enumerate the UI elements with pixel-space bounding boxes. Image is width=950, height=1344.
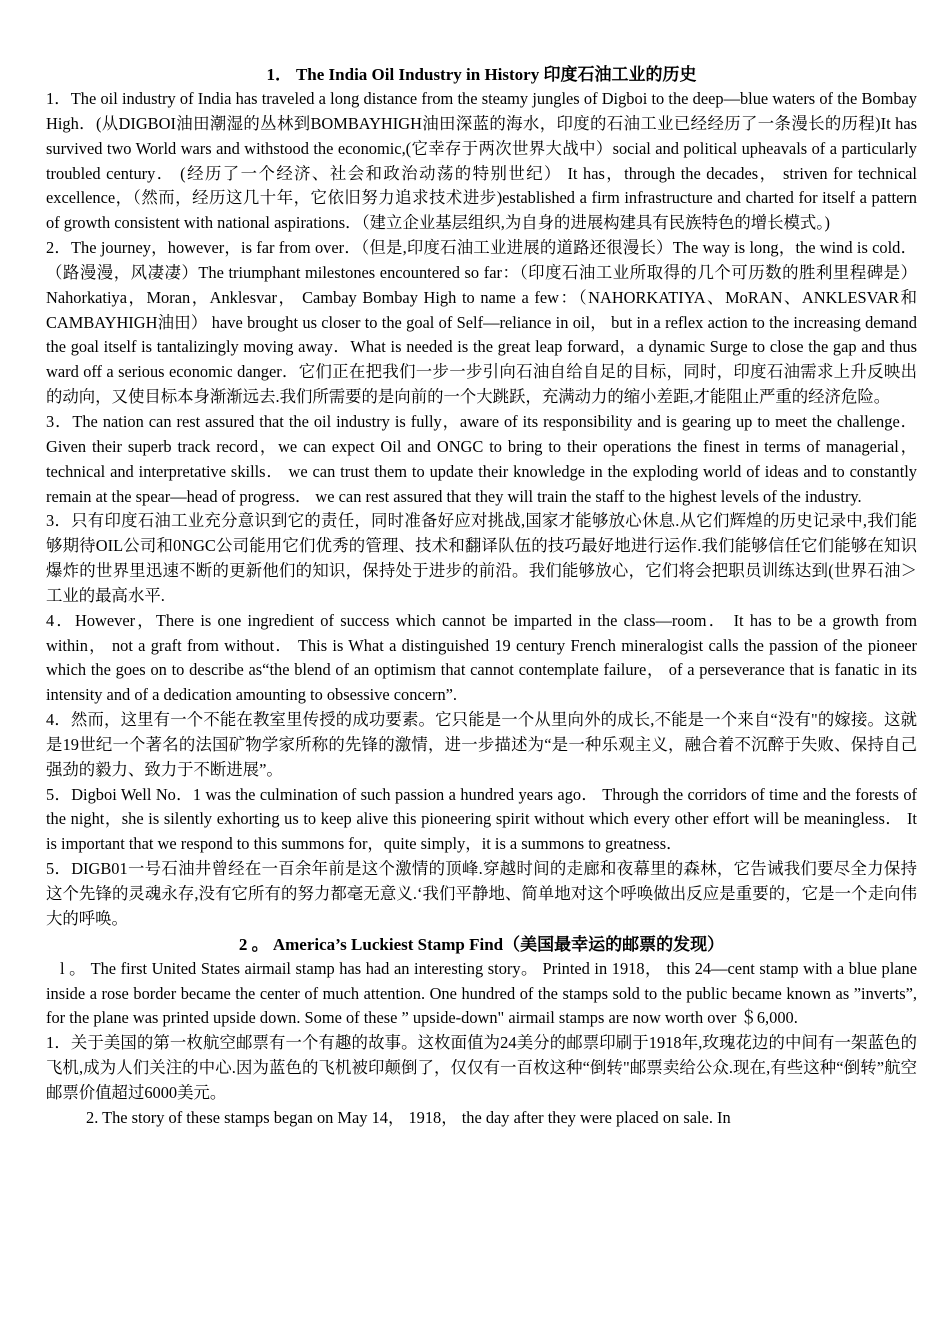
- s1-paragraph-2-en: 2．The journey，however，is far from over．（但是,印度石油工业进展的道路还很漫长）The way is long，the wind is cold．（路漫漫，风凄凄）The triumphant milestones encountered so far：（印度石油工业所取得的几个可历数的胜利里程碑是）Nahorkatiya，Moran，Anklesvar， Cambay Bombay High to name a few：（NAHORKATIYA、MoRAN、ANKLESVAR和CAMBAYHIGH油田） have brought us closer to the goal of Self—reliance in oil， but in a reflex action to the increasing demand the goal itself is tantalizingly moving away．What is needed is the great leap forward，a dynamic Surge to close the gap and thus ward off a serious economic danger．它们正在把我们一步一步引向石油自给自足的目标，同时，印度石油需求上升反映出的动向，又使目标本身渐渐远去.我们所需要的是向前的一个大跳跃，充满动力的缩小差距,才能阻止严重的经济危险。: [46, 238, 917, 407]
- s1-paragraph-4-en: 4．However，There is one ingredient of success which cannot be imparted in the class—room． It has to be a growth from within， not a graft from without． This is What a distinguished 19 century French mineralogist calls the passion of the pioneer which the goes on to describe as“the blend of an optimism that cannot contemplate failure， of a perseverance that is fanatic in its intensity and of a dedication amounting to obsessive concern”.: [46, 610, 917, 705]
- s1-paragraph-1-en: 1．The oil industry of India has traveled a long distance from the steamy jungles of Digboi to the deep—blue waters of the Bombay High．(从DIGBOI油田潮湿的丛林到BOMBAYHIGH油田深蓝的海水，印度的石油工业已经经历了一条漫长的历程)It has survived two World wars and withstood the economic,(它幸存于两次世界大战中）social and political upheavals of a particularly troubled century． (经历了一个经济、社会和政治动荡的特别世纪） It has，through the decades， striven for technical excellence，（然而，经历这几十年，它依旧努力追求技术进步)established a firm infrastructure and charted for itself a pattern of growth consistent with national aspirations．（建立企业基层组织,为自身的进展构建具有民族特色的增长模式。): [46, 89, 917, 233]
- s1-paragraph-3-zh: 3．只有印度石油工业充分意识到它的责任，同时准备好应对挑战,国家才能够放心休息.从它们辉煌的历史记录中,我们能够期待OIL公司和0NGC公司能用它们优秀的管理、技术和翻译队伍的技巧最好地进行运作.我们能够信任它们能够在知识爆炸的世界里迅速不断的更新他们的知识，保持处于进步的前沿。我们能够放心，它们将会把职员训练达到(世界石油＞工业的最高水平.: [46, 511, 917, 605]
- s2-paragraph-1-en: l 。 The first United States airmail stamp has had an interesting story。 Printed in 1918， this 24—cent stamp with a blue plane inside a rose border became the center of much attention. One hundred of the stamps sold to the public became known as ”inverts”, for the plane was printed upside down. Some of these ” upside-down" airmail stamps are now worth over ＄6,000.: [46, 958, 917, 1028]
- s1-paragraph-3-en: 3．The nation can rest assured that the oil industry is fully，aware of its responsibility and is gearing up to meet the challenge． Given their superb track record，we can expect Oil and ONGC to bring to their operations the finest in terms of managerial，technical and interpretative skills． we can trust them to update their knowledge in the exploding world of ideas and to constantly remain at the spear—head of progress． we can rest assured that they will train the staff to the highest levels of the industry.: [46, 411, 917, 506]
- s2-paragraph-1-zh: 1．关于美国的第一枚航空邮票有一个有趣的故事。这枚面值为24美分的邮票印刷于1918年,玫瑰花边的中间有一架蓝色的飞机,成为人们关注的中心.因为蓝色的飞机被印颠倒了，仅仅有一百枚这种“倒转"邮票卖给公众.现在,有些这种“倒转”航空邮票价值超过6000美元。: [46, 1033, 917, 1102]
- section-2-heading: 2 。 America’s Luckiest Stamp Find（美国最幸运的邮票的发现）: [238, 934, 725, 954]
- s2-paragraph-2-en: 2. The story of these stamps began on May 14， 1918， the day after they were placed on sale. In: [86, 1107, 731, 1127]
- s1-paragraph-4-zh: 4．然而，这里有一个不能在教室里传授的成功要素。它只能是一个从里向外的成长,不能是一个来自“没有"的嫁接。这就是19世纪一个著名的法国矿物学家所称的先锋的激情，进一步描述为“是一种乐观主义，融合着不沉醉于失败、保持自己强劲的毅力、致力于不断进展”。: [46, 710, 917, 779]
- section-1-heading: 1． The India Oil Industry in History 印度石油工业的历史: [266, 65, 697, 84]
- s1-paragraph-5-zh: 5．DIGB01一号石油井曾经在一百余年前是这个激情的顶峰.穿越时间的走廊和夜幕里的森林，它告诫我们要尽全力保持这个先锋的灵魂永存,没有它所有的努力都毫无意义.‘我们平静地、简单地对这个呼唤做出反应是重要的，它是一个走向伟大的呼唤。: [46, 859, 917, 928]
- s1-paragraph-5-en: 5．Digboi Well No．1 was the culmination of such passion a hundred years ago． Through the corridors of time and the forests of the night，she is silently exhorting us to keep alive this pioneering spirit without which every other effort will be meaningless． It is important that we respond to this summons for，quite simply，it is a summons to greatness．: [46, 784, 917, 854]
